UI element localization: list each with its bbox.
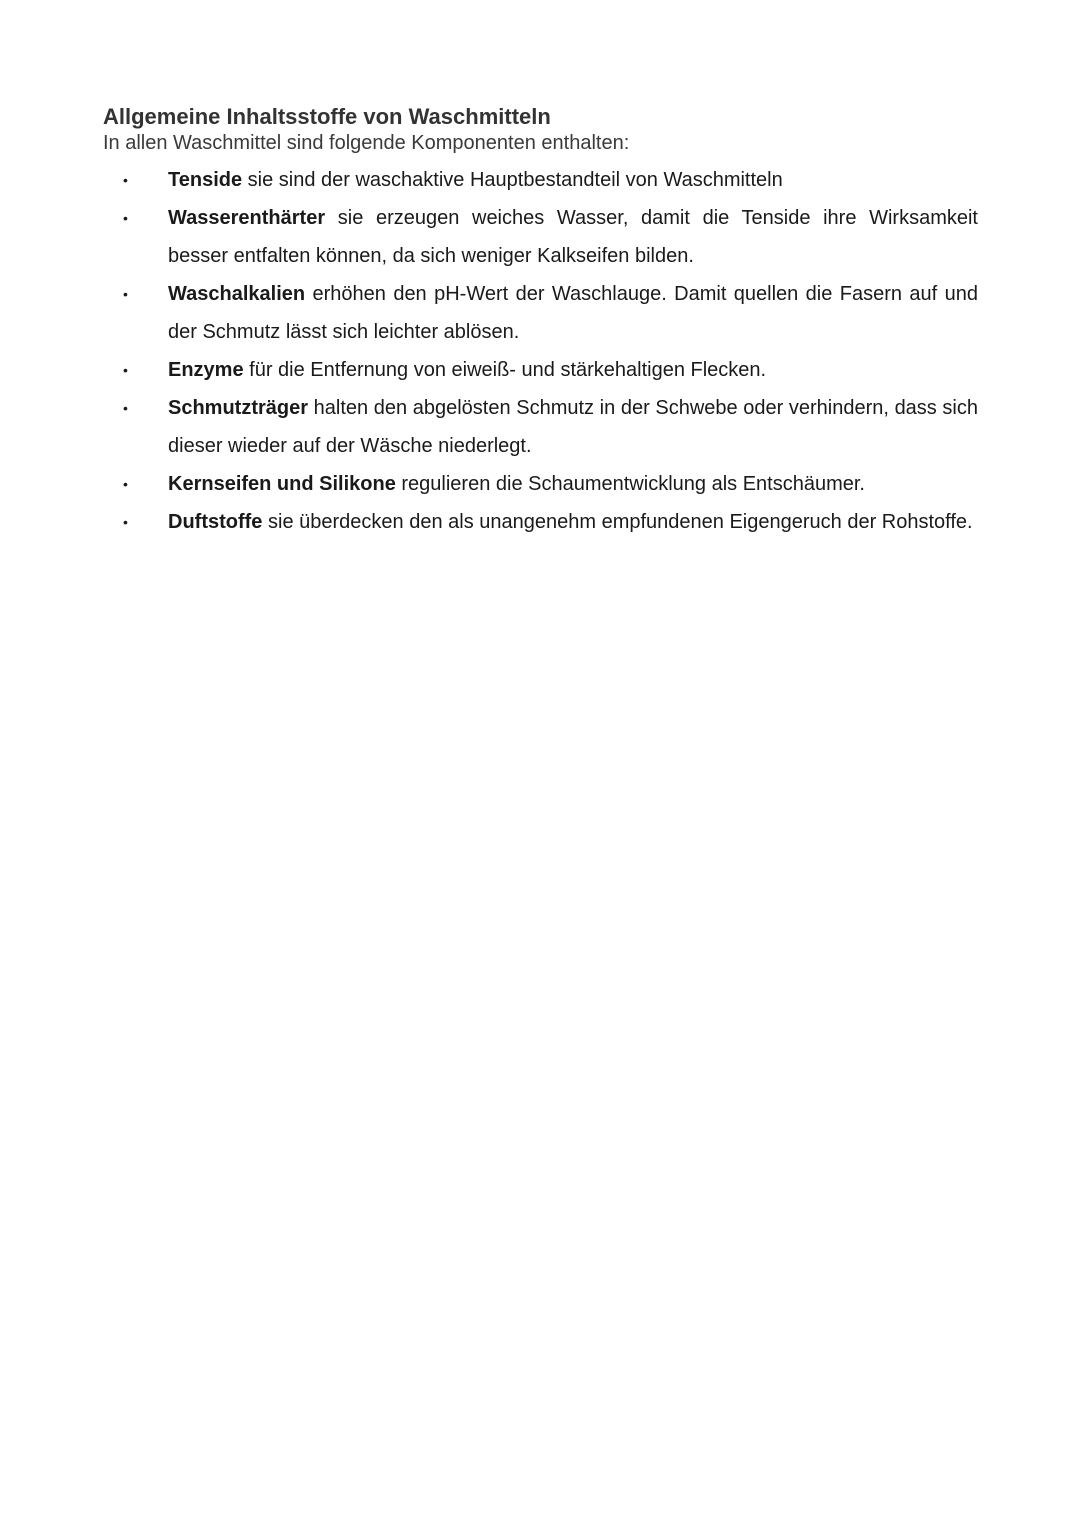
- item-text: sie sind der waschaktive Hauptbestandteil von Waschmitteln: [247, 169, 783, 191]
- list-item: [103, 351, 978, 389]
- bullet-icon: •: [123, 286, 128, 302]
- list-item: [103, 389, 978, 465]
- item-term: Waschalkalien: [168, 283, 306, 305]
- item-term: Wasserenthärter: [168, 207, 326, 229]
- item-term: Schmutzträger: [168, 397, 309, 419]
- ingredient-list: [103, 161, 978, 541]
- document-heading: Allgemeine Inhaltsstoffe von Waschmitteln: [103, 104, 551, 129]
- item-term: Tenside: [168, 169, 243, 191]
- list-item: [103, 161, 978, 199]
- bullet-icon: •: [123, 172, 128, 188]
- item-term: Enzyme: [168, 359, 244, 381]
- item-text: sie überdecken den als unangenehm empfundenen Eigengeruch der Rohstoffe.: [268, 511, 973, 533]
- bullet-icon: •: [123, 210, 128, 226]
- item-text: regulieren die Schaumentwicklung als Entschäumer.: [401, 473, 865, 495]
- item-text: für die Entfernung von eiweiß- und stärkehaltigen Flecken.: [249, 359, 767, 381]
- bullet-icon: •: [123, 476, 128, 492]
- item-text: halten den abgelösten Schmutz in der Schwebe oder verhindern, dass sich dieser wieder auf der Wäsche niederlegt.: [168, 397, 978, 457]
- bullet-icon: •: [123, 362, 128, 378]
- intro-text: In allen Waschmittel sind folgende Komponenten enthalten:: [103, 132, 630, 154]
- bullet-icon: •: [123, 514, 128, 530]
- list-item: [103, 503, 978, 541]
- item-term: Duftstoffe: [168, 511, 263, 533]
- item-text: sie erzeugen weiches Wasser, damit die Tenside ihre Wirksamkeit besser entfalten können, da sich weniger Kalkseifen bilden.: [168, 207, 978, 267]
- item-term: Kernseifen und Silikone: [168, 473, 396, 495]
- document-content: [103, 103, 978, 541]
- item-text: erhöhen den pH-Wert der Waschlauge. Damit quellen die Fasern auf und der Schmutz lässt sich leichter ablösen.: [168, 283, 978, 343]
- bullet-icon: •: [123, 400, 128, 416]
- list-item: [103, 275, 978, 351]
- list-item: [103, 199, 978, 275]
- list-item: [103, 465, 978, 503]
